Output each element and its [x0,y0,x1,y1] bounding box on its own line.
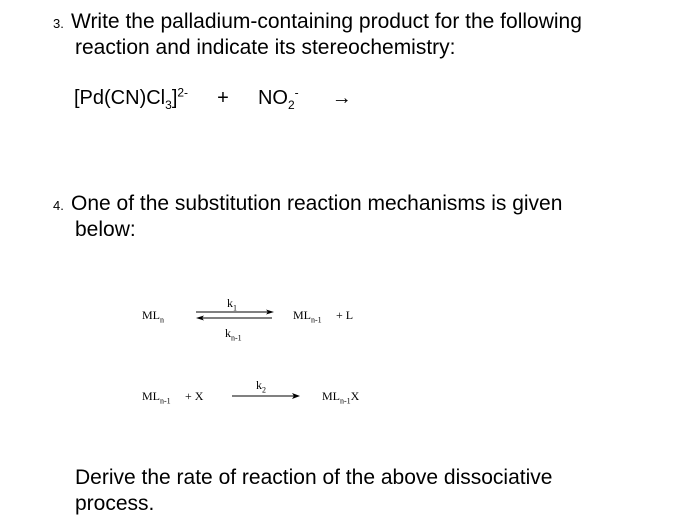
question-3-line-2: reaction and indicate its stereochemistry: [75,36,456,59]
step2-entering-ligand: + X [185,389,204,403]
question-4-number: 4. [53,198,64,213]
question-3-line-1: Write the palladium-containing product for the following [71,10,582,33]
k2-label: $k_2$ [256,378,266,395]
derive-line-1: Derive the rate of reaction of the above dissociative [75,466,553,489]
reactant-nitrite: $NO_2^-$ [257,85,299,112]
step1-leaving-ligand: + L [336,308,354,322]
step2-product: $ML_{n-1}X$ [322,389,360,406]
k1-label: $k_1$ [227,296,237,313]
reaction-arrow: → [331,87,352,109]
plus-sign: + [217,87,229,109]
question-4-line-2: below: [75,218,136,241]
step1-product: $ML_{n-1}$ [293,308,322,325]
reaction-equation [74,87,352,110]
question-4-line-1: One of the substitution reaction mechanisms is given [71,192,563,215]
equilibrium-arrows [194,308,276,322]
step1-reactant: $ML_n$ [142,308,164,325]
question-3-number: 3. [53,16,64,31]
reactant-palladium-complex: $[Pd(CN)Cl_3]^{2-}$ [74,85,189,112]
step2-reactant: $ML_{n-1}$ [142,389,171,406]
k-reverse-label: $k_{n-1}$ [225,326,242,343]
forward-arrow [230,392,302,400]
derive-line-2: process. [75,492,155,515]
